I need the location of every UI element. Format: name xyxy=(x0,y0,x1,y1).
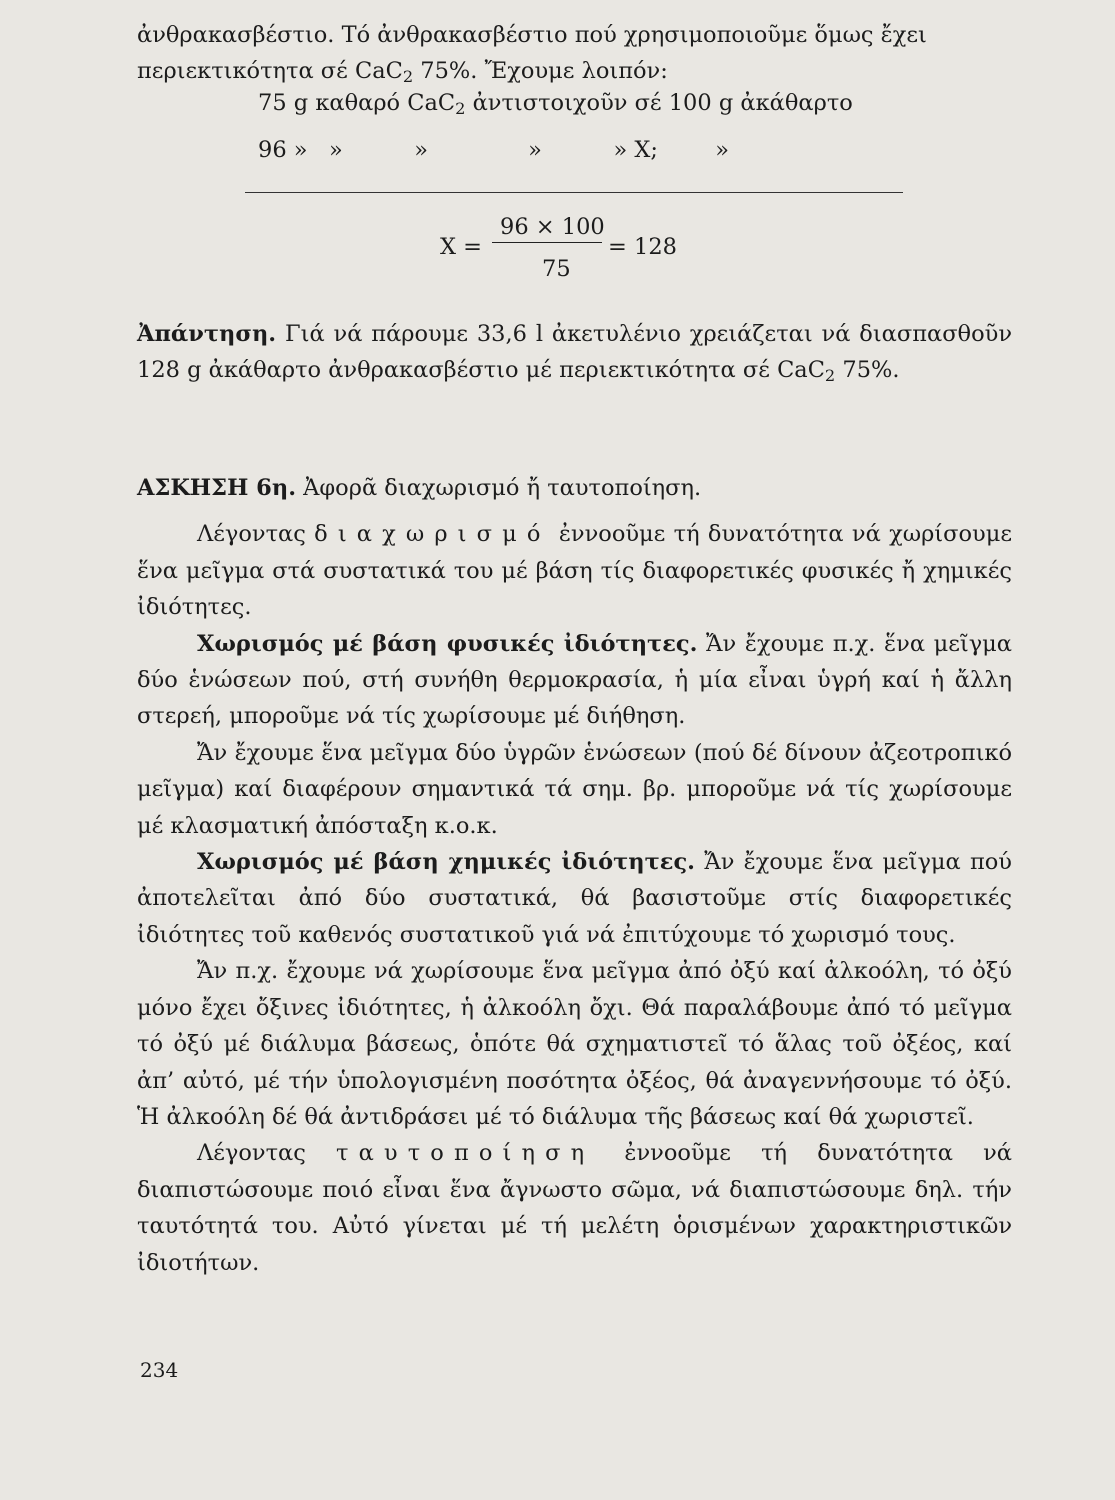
exercise-paragraph-3: Ἄν ἔχουμε ἕνα μεῖγμα δύο ὑγρῶν ἑνώσεων (πού δέ δίνουν ἀζεοτροπικό μεῖγμα) καί διαφέρουν σημαντικά τά σημ. βρ. μποροῦμε νά τίς χωρίσουμε μέ κλασματική ἀπόσταξη κ.ο.κ. xyxy=(137,739,1012,839)
calc-row-2: 96 » » » » » X; » xyxy=(258,137,729,163)
calc-row-1: 75 g καθαρό CaC$_2$ ἀντιστοιχοῦν σέ 100 g ἀκάθαρτο xyxy=(258,90,853,119)
intro-paragraph xyxy=(137,18,1012,89)
answer-label: Ἀπάντηση. xyxy=(137,321,277,347)
page-number: 234 xyxy=(140,1358,179,1382)
answer-paragraph: Ἀπάντηση. Γιά νά πάρουμε 33,6 l ἀκετυλένιο χρειάζεται νά διασπασθοῦν 128 g ἀκάθαρτο ἀνθρακασβέστιο μέ περιεκτικότητα σέ CaC$_2$ 75%. xyxy=(137,321,1012,386)
exercise-paragraph-6: Λέγοντας ταυτοποίηση ἐννοοῦμε τή δυνατότητα νά διαπιστώσουμε ποιό εἶναι ἕνα ἄγνωστο σῶμα, νά διαπιστώσουμε δηλ. τήν ταυτότητά του. Αὐτό γίνεται μέ τή μελέτη ὁρισμένων χαρακτηριστικῶν ἰδιοτήτων. xyxy=(137,1140,1012,1276)
term-taftopoiisi: ταυτοποίηση xyxy=(336,1140,595,1167)
fraction-bar xyxy=(492,242,602,243)
exercise-paragraph-2: Χωρισμός μέ βάση φυσικές ἰδιότητες. Ἄν ἔχουμε π.χ. ἕνα μεῖγμα δύο ἑνώσεων πού, στή συνήθη θερμοκρασία, ἡ μία εἶναι ὑγρή καί ἡ ἄλλη στερεή, μποροῦμε νά τίς χωρίσουμε μέ διήθηση. xyxy=(137,630,1013,730)
formula-numerator: 96 × 100 xyxy=(500,214,605,240)
intro-line-2: περιεκτικότητα σέ CaC$_2$ 75%. Ἔχουμε λοιπόν: xyxy=(137,57,668,86)
exercise-paragraph-5: Ἄν π.χ. ἔχουμε νά χωρίσουμε ἕνα μεῖγμα ἀπό ὀξύ καί ἀλκοόλη, τό ὀξύ μόνο ἔχει ὄξινες ἰδιότητες, ἡ ἀλκοόλη ὄχι. Θά παραλάβουμε ἀπό τό μεῖγμα τό ὀξύ μέ διάλυμα βάσεως, ὁπότε θά σχηματιστεῖ τό ἅλας τοῦ ὀξέος, καί ἀπ’ αὐτό, μέ τήν ὑπολογισμένη ποσότητα ὀξέος, θά ἀναγεννήσουμε τό ὀξύ. Ἡ ἀλκοόλη δέ θά ἀντιδράσει μέ τό διάλυμα τῆς βάσεως καί θά χωριστεῖ. xyxy=(137,958,1012,1130)
exercise-paragraph-4: Χωρισμός μέ βάση χημικές ἰδιότητες. Ἄν ἔχουμε ἕνα μεῖγμα πού ἀποτελεῖται ἀπό δύο συστατικά, θά βασιστοῦμε στίς διαφορετικές ἰδιότητες τοῦ καθενός συστατικοῦ γιά νά ἐπιτύχουμε τό χωρισμό τους. xyxy=(137,849,1012,948)
term-diaxorismos: διαχωρισμό xyxy=(314,521,551,548)
formula-lhs: X = xyxy=(440,234,483,260)
exercise-section xyxy=(137,470,1012,1281)
calc-divider xyxy=(245,192,903,193)
formula-rhs: = 128 xyxy=(608,234,677,260)
exercise-paragraph-1: Λέγοντας διαχωρισμό ἐννοοῦμε τή δυνατότητα νά χωρίσουμε ἕνα μεῖγμα στά συστατικά του μέ βάση τίς διαφορετικές φυσικές ἤ χημικές ἰδιότητες. xyxy=(137,521,1012,621)
exercise-heading: ΑΣΚΗΣΗ 6η. Ἀφορᾶ διαχωρισμό ἤ ταυτοποίηση. xyxy=(137,475,702,501)
formula-denominator: 75 xyxy=(542,256,571,282)
intro-line-1: ἀνθρακασβέστιο. Τό ἀνθρακασβέστιο πού χρησιμοποιοῦμε ὅμως ἔχει xyxy=(137,22,927,48)
